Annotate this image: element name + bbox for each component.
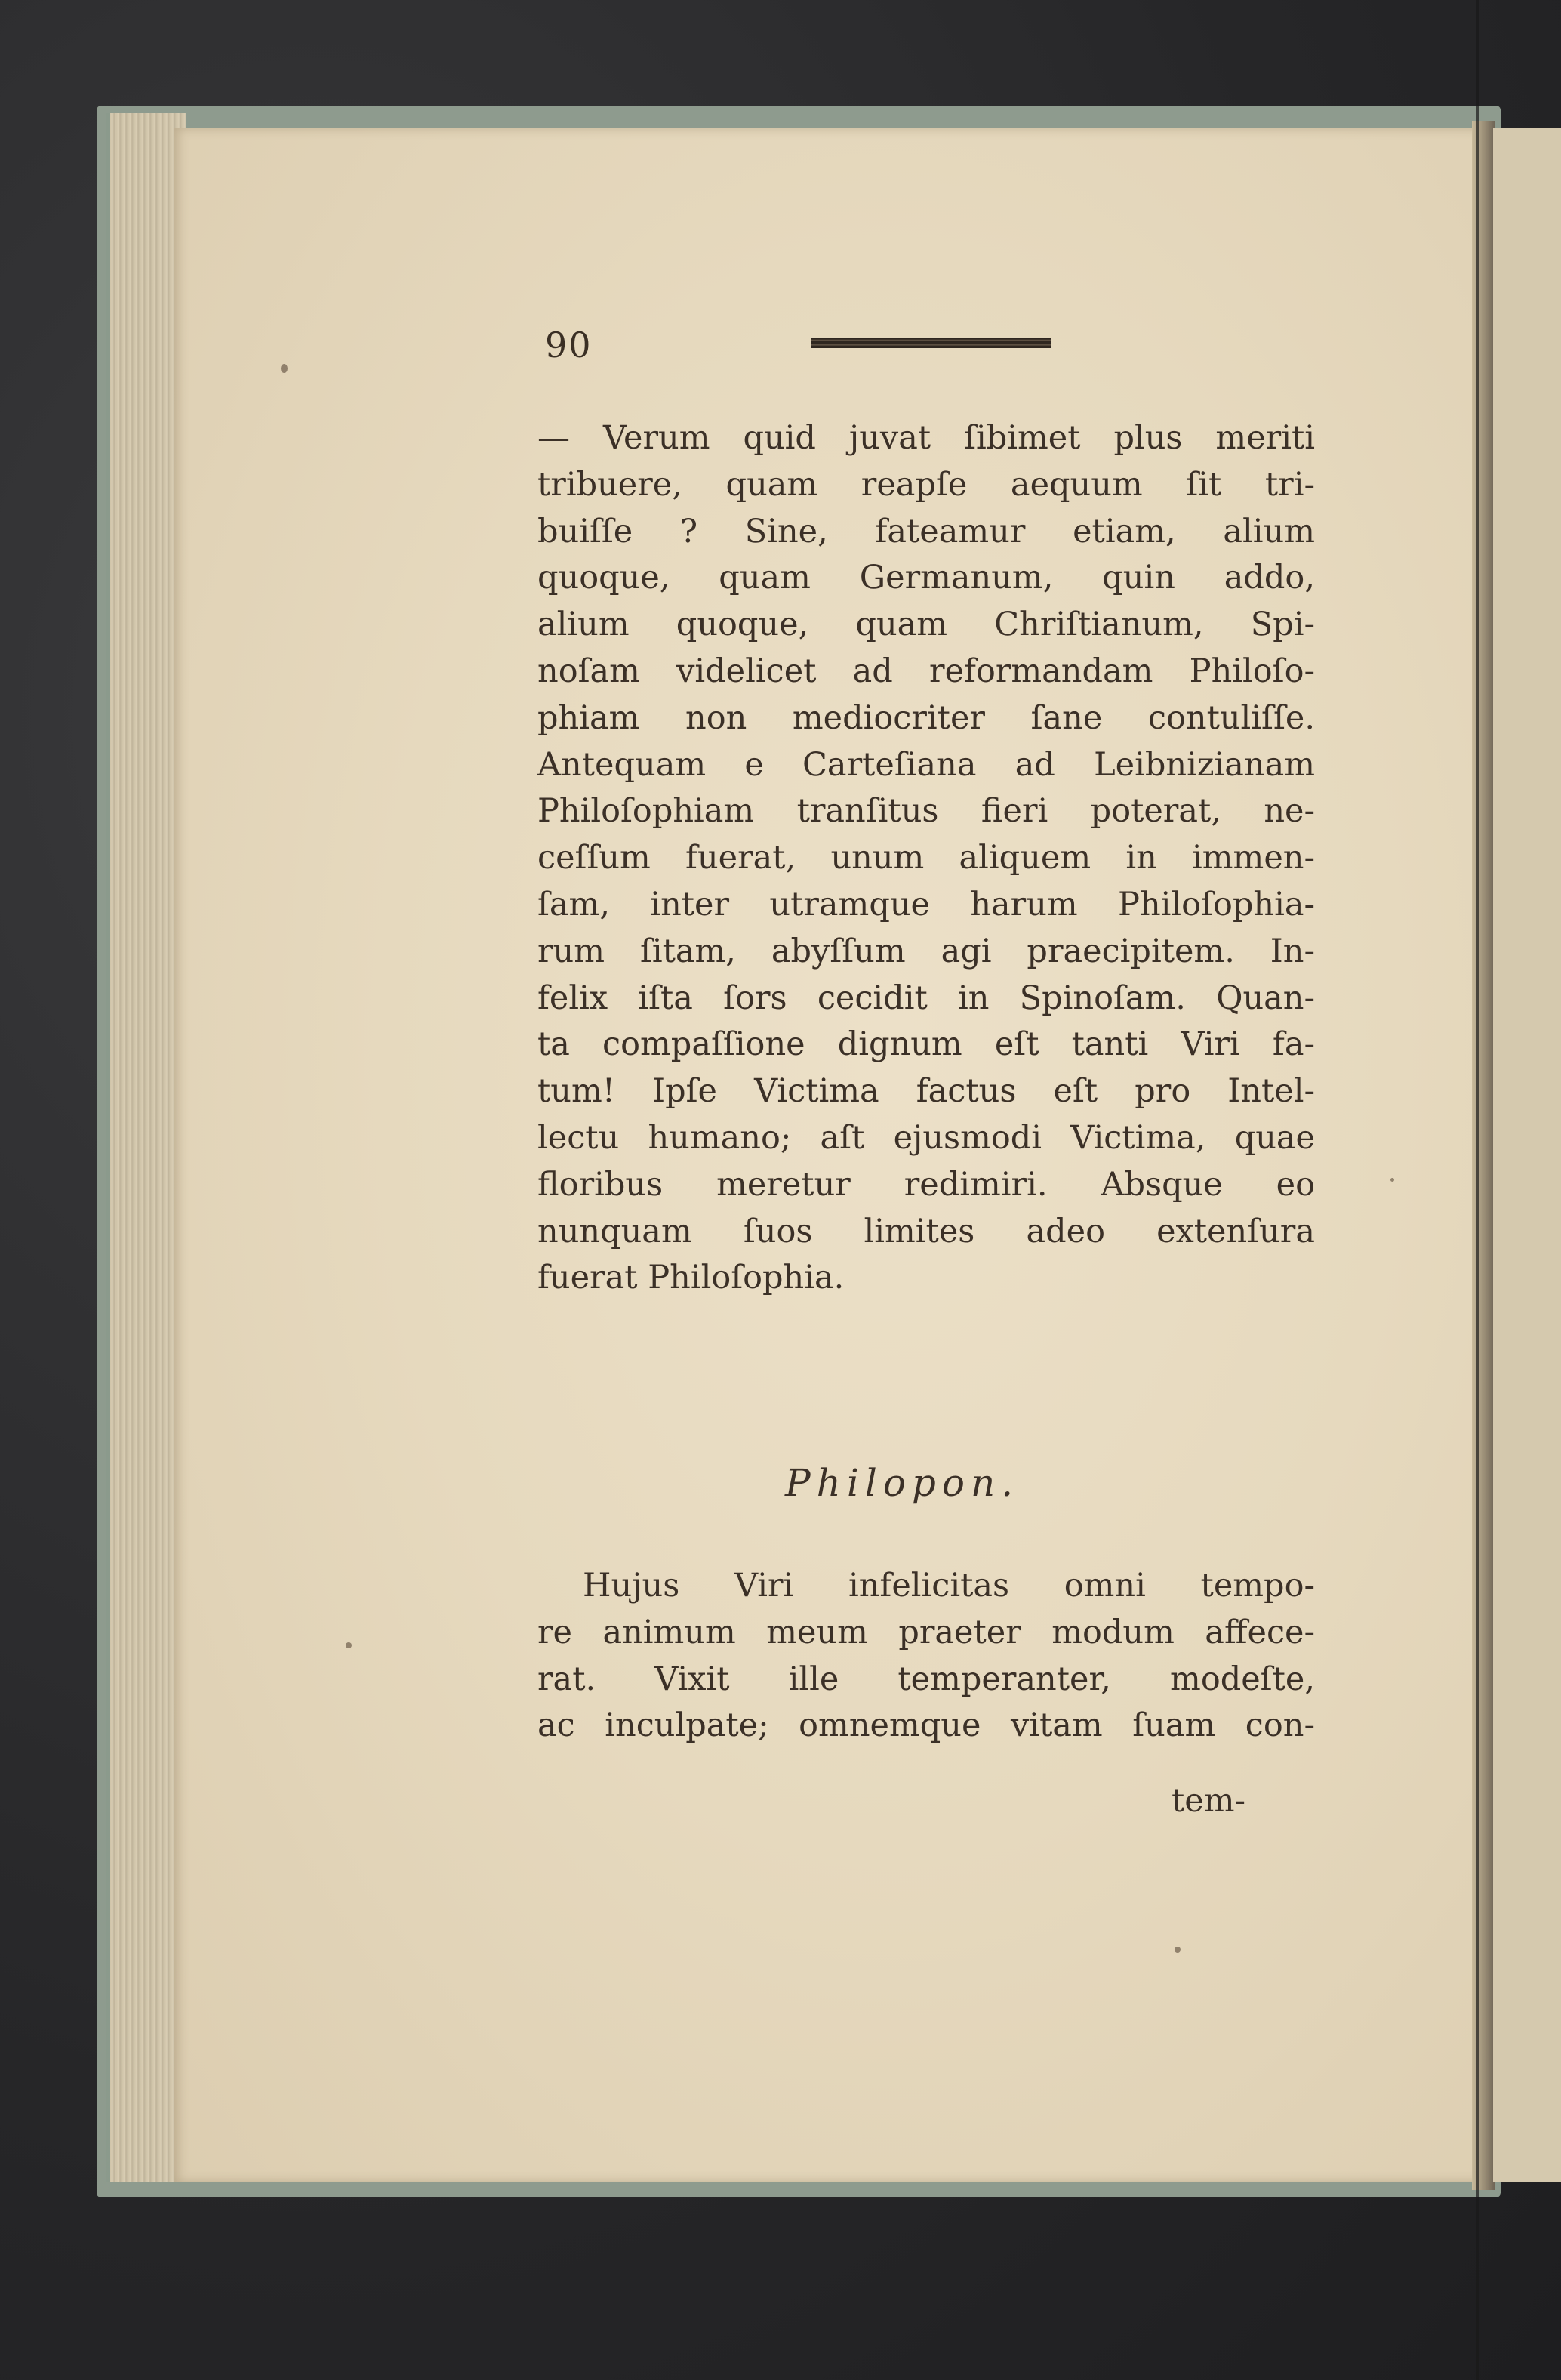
text-line: nunquam ſuos limites adeo extenſura: [537, 1212, 1315, 1250]
text-line: tribuere, quam reapſe aequum ſit tri-: [537, 465, 1315, 504]
text-line: ac inculpate; omnemque vitam ſuam con-: [537, 1706, 1315, 1745]
text-line: lectu humano; aſt ejusmodi Victima, quae: [537, 1118, 1315, 1157]
page-clip-line: [1476, 0, 1479, 2380]
text-line: ceſſum fuerat, unum aliquem in immen-: [537, 839, 1315, 877]
text-line: felix iſta ſors cecidit in Spinoſam. Quan-: [537, 979, 1315, 1017]
paper-speck: [346, 1642, 352, 1648]
text-line: ſam, inter utramque harum Philoſophia-: [537, 885, 1315, 923]
text-line: Hujus Viri infelicitas omni tempo-: [583, 1567, 1315, 1605]
section-heading: Philopon.: [785, 1461, 1020, 1505]
paper-speck: [1390, 1178, 1394, 1182]
text-line: ta compaſſione dignum eſt tanti Viri fa-: [537, 1025, 1315, 1064]
catchword: tem-: [1172, 1782, 1246, 1820]
text-line: alium quoque, quam Chriſtianum, Spi-: [537, 606, 1315, 644]
text-line: buiſſe ? Sine, fateamur etiam, alium: [537, 512, 1315, 550]
next-page-edge: [1493, 128, 1561, 2182]
text-line: fuerat Philoſophia.: [537, 1259, 845, 1297]
text-line: quoque, quam Germanum, quin addo,: [537, 559, 1315, 597]
text-line: Antequam e Carteſiana ad Leibnizianam: [537, 745, 1315, 784]
header-ornament-rule: [811, 338, 1051, 348]
paper-speck: [281, 364, 288, 373]
text-line: — Verum quid juvat ſibimet plus meriti: [537, 419, 1315, 457]
paragraph-2: [537, 1563, 1315, 1750]
text-line: tum! Ipſe Victima factus eſt pro Intel-: [537, 1072, 1315, 1111]
paper-speck: [1175, 1947, 1181, 1953]
text-line: re animum meum praeter modum affece-: [537, 1613, 1315, 1651]
page-gutter: [1472, 121, 1495, 2190]
text-line: noſam videlicet ad reformandam Philoſo-: [537, 652, 1315, 690]
text-line: phiam non mediocriter ſane contuliſſe.: [537, 698, 1315, 737]
text-line: Philoſophiam tranſitus fieri poterat, ne-: [537, 792, 1315, 831]
text-line: rum ſitam, abyſſum agi praecipitem. In-: [537, 932, 1315, 970]
page-number: 90: [545, 325, 593, 365]
text-line: rat. Vixit ille temperanter, modeſte,: [537, 1660, 1315, 1698]
text-line: floribus meretur redimiri. Absque eo: [537, 1165, 1315, 1204]
paragraph-1: [537, 415, 1315, 1302]
